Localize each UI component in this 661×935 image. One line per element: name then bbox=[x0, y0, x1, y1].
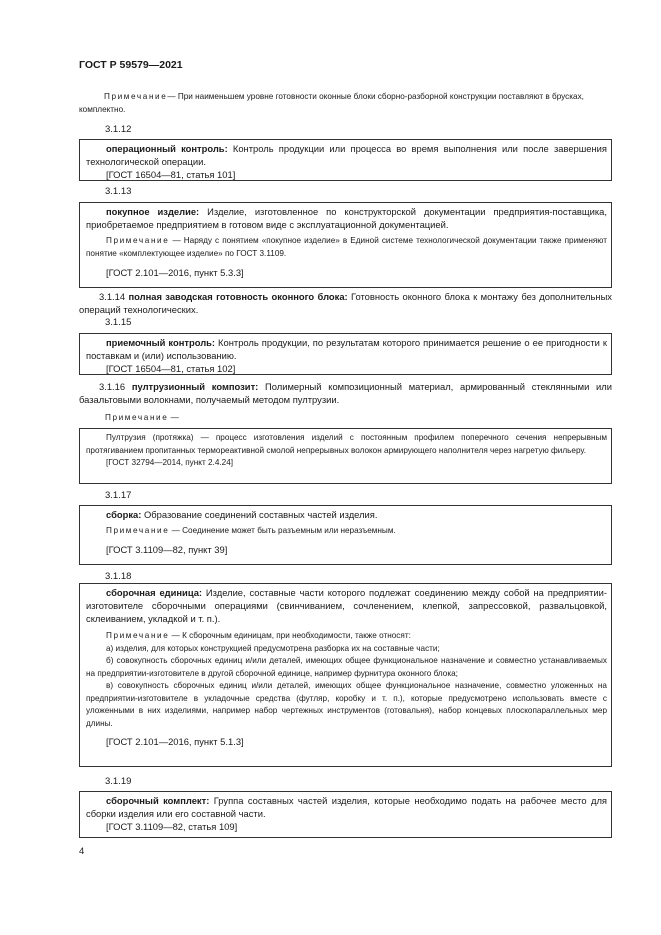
definition: Группа составных частей изделия, которые необходимо подать на рабочее место для сборки изделия или его составной части. bbox=[86, 795, 607, 819]
term: приемочный контроль: bbox=[106, 337, 216, 348]
item-number: 3.1.15 bbox=[105, 317, 132, 328]
top-note bbox=[79, 90, 614, 116]
definition-box bbox=[79, 139, 612, 181]
item-number: 3.1.17 bbox=[105, 490, 132, 501]
item-number: 3.1.16 bbox=[99, 381, 126, 392]
item-number: 3.1.19 bbox=[105, 776, 132, 787]
note-label: Примечание bbox=[106, 236, 170, 245]
term: сборка: bbox=[106, 509, 142, 520]
term: пултрузионный композит: bbox=[131, 381, 259, 392]
page-number: 4 bbox=[79, 846, 85, 857]
definition: Полимерный композиционный материал, армированный стеклянными или базальтовыми волокнами, получаемый методом пултрузии. bbox=[79, 381, 612, 405]
definition-box bbox=[79, 791, 612, 838]
term: полная заводская готовность оконного блока: bbox=[128, 291, 348, 302]
reference: [ГОСТ 32794—2014, пункт 2.4.24] bbox=[106, 458, 234, 467]
definition-plain bbox=[79, 380, 612, 406]
item-number: 3.1.14 bbox=[99, 291, 126, 302]
note-text: — К сборочным единицам, при необходимости, также относят: bbox=[169, 631, 411, 640]
note-text: — Соединение может быть разъемным или неразъемным. bbox=[169, 526, 396, 535]
definition: Контроль продукции или процесса во время выполнения или после завершения технологической операции. bbox=[86, 143, 607, 167]
definition: Контроль продукции, по результатам которого принимается решение о ее пригодности к поставкам и (или) использованию. bbox=[86, 337, 607, 361]
note-label: Примечание bbox=[105, 413, 169, 422]
note-item-b: б) совокупность сборочных единиц и/или деталей, имеющих общее функциональное назначение и совместно устанавливаемых на предприятии-изготовителе в другой сборочной единице, например фурнитура оконного блока; bbox=[86, 656, 607, 678]
definition-box bbox=[79, 505, 612, 565]
reference: [ГОСТ 3.1109—82, пункт 39] bbox=[106, 543, 228, 555]
reference: [ГОСТ 3.1109—82, статья 109] bbox=[106, 821, 238, 832]
item-number: 3.1.13 bbox=[105, 186, 132, 197]
note-box bbox=[79, 428, 612, 484]
definition-plain bbox=[79, 290, 612, 316]
definition: Изделие, составные части которого подлежат соединению между собой на предприятии-изготовителе сборочными операциями (свинчиванием, сочленением, клепкой, запрессовкой, развальцовкой, склеиванием, укладкой и т. п.). bbox=[86, 587, 608, 624]
note-label: Примечание bbox=[106, 631, 170, 640]
term: сборочный комплект: bbox=[106, 795, 210, 806]
definition-box bbox=[79, 202, 612, 288]
reference: [ГОСТ 2.101—2016, пункт 5.3.3] bbox=[106, 267, 244, 278]
term: покупное изделие: bbox=[106, 206, 200, 217]
reference: [ГОСТ 16504—81, статья 102] bbox=[106, 363, 236, 374]
item-number: 3.1.12 bbox=[105, 124, 132, 135]
item-number: 3.1.18 bbox=[105, 571, 132, 582]
note-box-text: Пултрузия (протяжка) — процесс изготовления изделий с постоянным профилем поперечного сечения непрерывным протягиванием пропитанных термореактивной смолой непрерывных волокон армирующего наполнителя через нагретую фильеру. bbox=[86, 433, 607, 455]
reference: [ГОСТ 16504—81, статья 101] bbox=[106, 169, 236, 180]
note-dash: — bbox=[168, 413, 179, 422]
note-label: Примечание bbox=[106, 526, 170, 535]
note-item-c: в) совокупность сборочных единиц и/или деталей, имеющих общее функциональное назначение, совместно уложенных на предприятии-изготовителе в укладочные средства (футляр, коробку и т. п.), которые предусмотрено использовать вместе с уложенными в них изделиями, например набор чертежных инструментов (готовальня), набор концевых плоскопараллельных мер длины. bbox=[86, 681, 607, 728]
term: операционный контроль: bbox=[106, 143, 228, 154]
reference: [ГОСТ 2.101—2016, пункт 5.1.3] bbox=[106, 736, 244, 747]
note-label: Примечание bbox=[104, 92, 168, 101]
note-header bbox=[105, 412, 179, 425]
note-text: — Наряду с понятием «покупное изделие» в Единой системе технологической документации также применяют понятие «комплектующее изделие» по ГОСТ 3.1109. bbox=[86, 236, 607, 258]
note-item-a: а) изделия, для которых конструкцией предусмотрена разборка их на составные части; bbox=[106, 643, 440, 653]
definition-box bbox=[79, 583, 612, 767]
definition: Образование соединений составных частей изделия. bbox=[141, 509, 378, 520]
term: сборочная единица: bbox=[106, 587, 203, 598]
definition: Изделие, изготовленное по конструкторской документации предприятия-поставщика, приобретаемое предприятием в готовом виде с эксплуатационной документацией. bbox=[86, 206, 607, 230]
definition: Готовность оконного блока к монтажу без дополнительных операций технологических. bbox=[79, 291, 612, 315]
definition-box bbox=[79, 333, 612, 375]
note-text: — При наименьшем уровне готовности оконные блоки сборно-разборной конструкции поставляют в брусках, комплектно. bbox=[79, 92, 584, 114]
page-header: ГОСТ Р 59579—2021 bbox=[79, 59, 183, 71]
